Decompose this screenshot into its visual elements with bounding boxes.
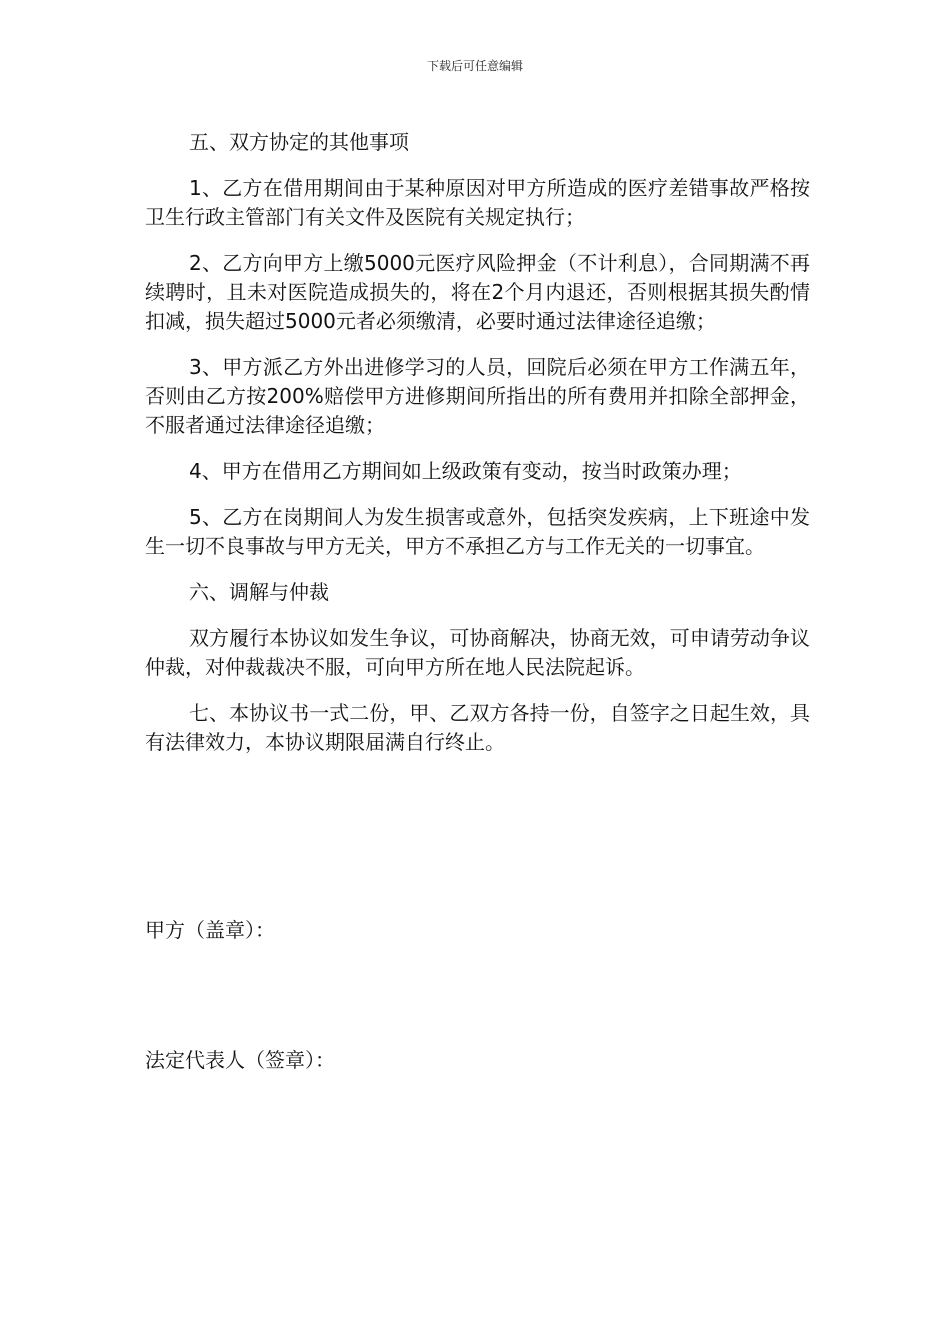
section-heading-six: 六、调解与仲裁	[189, 580, 329, 604]
section-seven: 七、本协议书一式二份，甲、乙双方各持一份，自签字之日起生效，具有法律效力，本协议期限届满自行终止。	[145, 701, 810, 754]
page-header: 下载后可任意编辑	[426, 59, 523, 73]
clause-3: 3、甲方派乙方外出进修学习的人员，回院后必须在甲方工作满五年，否则由乙方按200%赔偿甲方进修期间所指出的所有费用并扣除全部押金，不服者通过法律途径追缴；	[145, 355, 810, 437]
clause-2: 2、乙方向甲方上缴5000元医疗风险押金（不计利息），合同期满不再续聘时，且未对医院造成损失的，将在2个月内退还，否则根据其损失酌情扣减，损失超过5000元者必须缴清，必要时通过法律途径追缴；	[145, 251, 810, 333]
clause-5: 5、乙方在岗期间人为发生损害或意外，包括突发疾病，上下班途中发生一切不良事故与甲方无关，甲方不承担乙方与工作无关的一切事宜。	[145, 505, 810, 558]
document-body	[145, 128, 810, 774]
clause-4: 4、甲方在借用乙方期间如上级政策有变动，按当时政策办理；	[189, 459, 742, 483]
party-a-seal-line: 甲方（盖章）：	[145, 918, 275, 942]
mediation-paragraph: 双方履行本协议如发生争议，可协商解决，协商无效，可申请劳动争议仲裁，对仲裁裁决不服，可向甲方所在地人民法院起诉。	[145, 626, 810, 679]
section-heading-five: 五、双方协定的其他事项	[189, 130, 409, 154]
legal-representative-signature-line: 法定代表人（签章）：	[145, 1048, 335, 1072]
clause-1: 1、乙方在借用期间由于某种原因对甲方所造成的医疗差错事故严格按卫生行政主管部门有关文件及医院有关规定执行；	[145, 176, 810, 229]
